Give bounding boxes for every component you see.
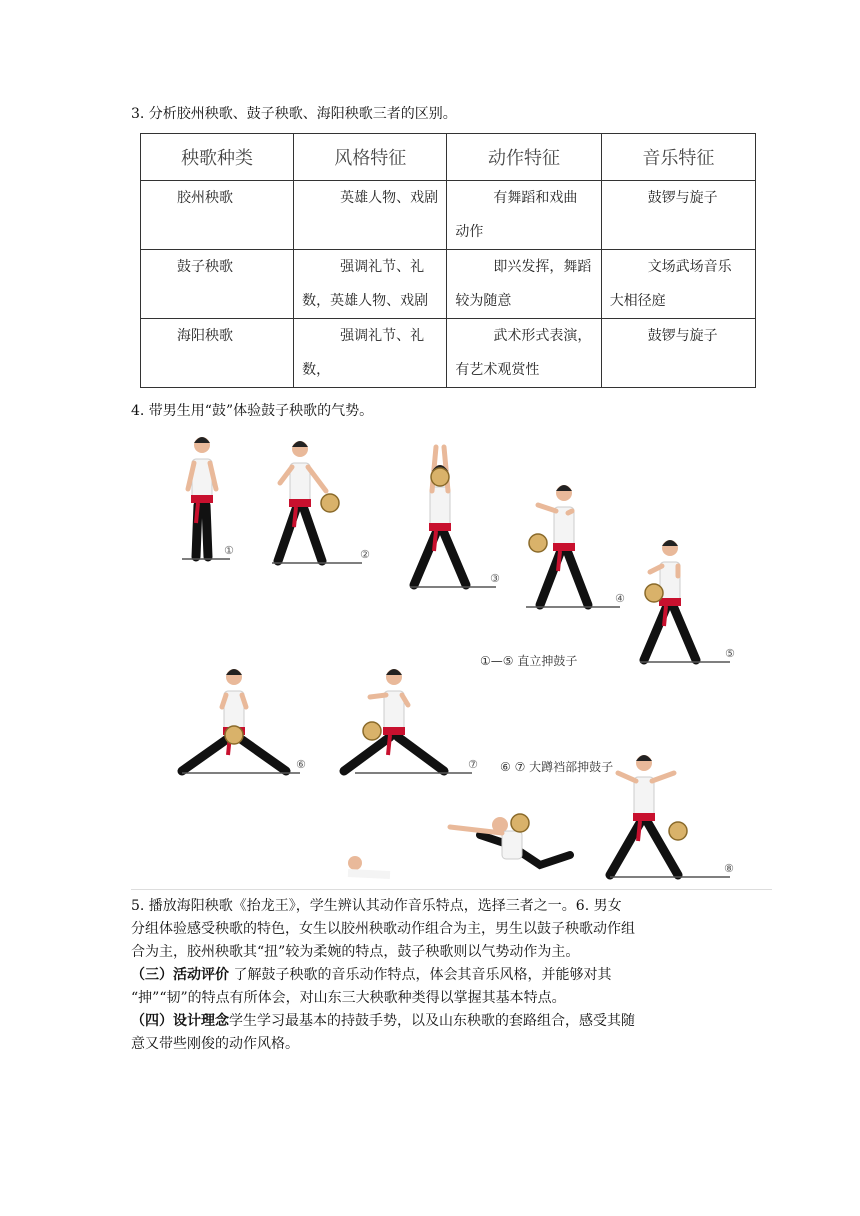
cell-line: 强调礼节、礼 (340, 259, 425, 275)
dancer-hair (662, 540, 678, 546)
cell-line: 武术形式表演， (493, 328, 592, 344)
dancer-hair (292, 441, 308, 447)
dancer-sash (553, 543, 575, 551)
dancer-sash (289, 499, 311, 507)
table-cell (294, 181, 447, 250)
dancer-sash (383, 727, 405, 735)
cell-line: 动作 (455, 224, 484, 240)
table-cell (447, 319, 601, 388)
dancer-sash (633, 813, 655, 821)
dancer-sash-tail (196, 503, 198, 523)
table-cell (294, 319, 447, 388)
dancer-arm (568, 511, 572, 513)
activity-evaluation-line-1 (131, 965, 611, 985)
header-cell: 风格特征 (294, 134, 447, 181)
step-number: ③ (490, 572, 500, 585)
caption-squat-drum: ⑥ ⑦ 大蹲裆部抻鼓子 (500, 760, 614, 774)
drum-icon (529, 534, 547, 552)
step-number: ⑧ (724, 862, 734, 875)
dancer-sash-tail (294, 507, 296, 527)
item-5-line-3: 合为主，胶州秧歌其“扭”较为柔婉的特点，鼓子秧歌则以气势动作为主。 (131, 944, 580, 960)
design-concept-text: 学生学习最基本的持鼓手势，以及山东秧歌的套路组合，感受其随 (229, 1013, 635, 1029)
activity-evaluation-text: 了解鼓子秧歌的音乐动作特点，体会其音乐风格，并能够对其 (229, 967, 612, 983)
item-3-text: 3. 分析胶州秧歌、鼓子秧歌、海阳秧歌三者的区别。 (131, 106, 457, 122)
step-number: ⑤ (725, 647, 735, 660)
dancer-legs (540, 553, 588, 605)
drum-icon (511, 814, 529, 832)
dancer-head-partial (348, 856, 362, 870)
drum-icon (431, 468, 449, 486)
item-4-text: 4. 带男生用“鼓”体验鼓子秧歌的气势。 (131, 403, 374, 419)
dancer-arm (652, 773, 674, 781)
table-cell (447, 250, 601, 319)
table-cell (601, 181, 755, 250)
dancer-hair (636, 755, 652, 761)
drum-icon (363, 722, 381, 740)
step-number: ④ (615, 592, 625, 605)
dancer-sash-tail (388, 735, 390, 755)
category-cell: 鼓子秧歌 (141, 250, 294, 319)
dancer-arm (538, 505, 556, 511)
step-number: ⑥ (296, 758, 306, 771)
cell-line: 大相径庭 (609, 293, 666, 309)
item-5-line-2: 分组体验感受秧歌的特色，女生以胶州秧歌动作组合为主，男生以鼓子秧歌动作组 (131, 921, 635, 937)
table-row (141, 250, 756, 319)
dancer-hair (556, 485, 572, 491)
item-5-line-1: 5. 播放海阳秧歌《抬龙王》，学生辨认其动作音乐特点，选择三者之一。6. 男女 (131, 898, 622, 914)
cell-line: 有艺术观赏性 (455, 362, 540, 378)
dancer-sash-tail (434, 531, 436, 551)
table-row (141, 181, 756, 250)
dancer-sash-tail (558, 551, 560, 571)
dancer-sash-tail (638, 821, 640, 841)
header-cell: 音乐特征 (601, 134, 755, 181)
dancer-sash (659, 598, 681, 606)
activity-evaluation-heading: （三）活动评价 (131, 967, 229, 983)
cell-line: 鼓锣与旋子 (647, 190, 718, 206)
dancer-hair (226, 669, 242, 675)
drum-icon (645, 584, 663, 602)
dancer-sash (429, 523, 451, 531)
step-number: ① (224, 544, 234, 557)
dancer-leap-shirt (502, 831, 522, 859)
dancer-figures (150, 435, 770, 890)
cell-line: 鼓锣与旋子 (647, 328, 718, 344)
cell-line: 数， (302, 362, 331, 378)
cell-line: 数，英雄人物、戏剧 (302, 293, 429, 309)
header-cell: 秧歌种类 (141, 134, 294, 181)
dancer-arm (618, 773, 636, 781)
dancer-legs (414, 533, 466, 585)
table-cell (447, 181, 601, 250)
dancer-arm (370, 695, 386, 697)
cell-line: 有舞蹈和戏曲 (493, 190, 578, 206)
table-row (141, 319, 756, 388)
category-cell: 胶州秧歌 (141, 181, 294, 250)
dancer-shirt (430, 487, 450, 529)
page-divider (131, 889, 772, 890)
dancer-legs (344, 737, 444, 771)
drum-icon (669, 822, 687, 840)
dancer-hair (194, 437, 210, 443)
yangge-comparison-table (140, 133, 756, 388)
cell-line: 文场武场音乐 (647, 259, 732, 275)
table-header-row (141, 134, 756, 181)
cell-line: 较为随意 (455, 293, 512, 309)
dancer-arm (308, 467, 326, 491)
dancer-hair (386, 669, 402, 675)
table-cell (601, 250, 755, 319)
cell-line: 英雄人物、戏剧 (340, 190, 439, 206)
dancer-leap-legs (480, 835, 570, 865)
cell-line: 即兴发挥，舞蹈 (493, 259, 592, 275)
drum-yangge-movement-illustration (150, 435, 770, 890)
cell-line: 强调礼节、礼 (340, 328, 425, 344)
step-number: ② (360, 548, 370, 561)
dancer-legs (644, 608, 696, 660)
dancer-sash (191, 495, 213, 503)
category-cell: 海阳秧歌 (141, 319, 294, 388)
header-cell: 动作特征 (447, 134, 601, 181)
dancer-shirt (634, 777, 654, 819)
activity-evaluation-line-2: “抻”“韧”的特点有所体会，对山东三大秧歌种类得以掌握其基本特点。 (131, 990, 566, 1006)
dancer-shirt-partial (348, 873, 390, 875)
drum-icon (321, 494, 339, 512)
dancer-sash-tail (664, 606, 666, 626)
table-cell (601, 319, 755, 388)
dancer-legs (610, 823, 678, 875)
design-concept-line-2: 意又带些刚俊的动作风格。 (131, 1036, 299, 1052)
drum-icon (225, 726, 243, 744)
dancer-legs (278, 509, 322, 561)
design-concept-line-1 (131, 1011, 635, 1031)
step-number: ⑦ (468, 758, 478, 771)
design-concept-heading: （四）设计理念 (131, 1013, 229, 1029)
table-cell (294, 250, 447, 319)
caption-standing-drum: ①—⑤ 直立抻鼓子 (480, 654, 578, 668)
